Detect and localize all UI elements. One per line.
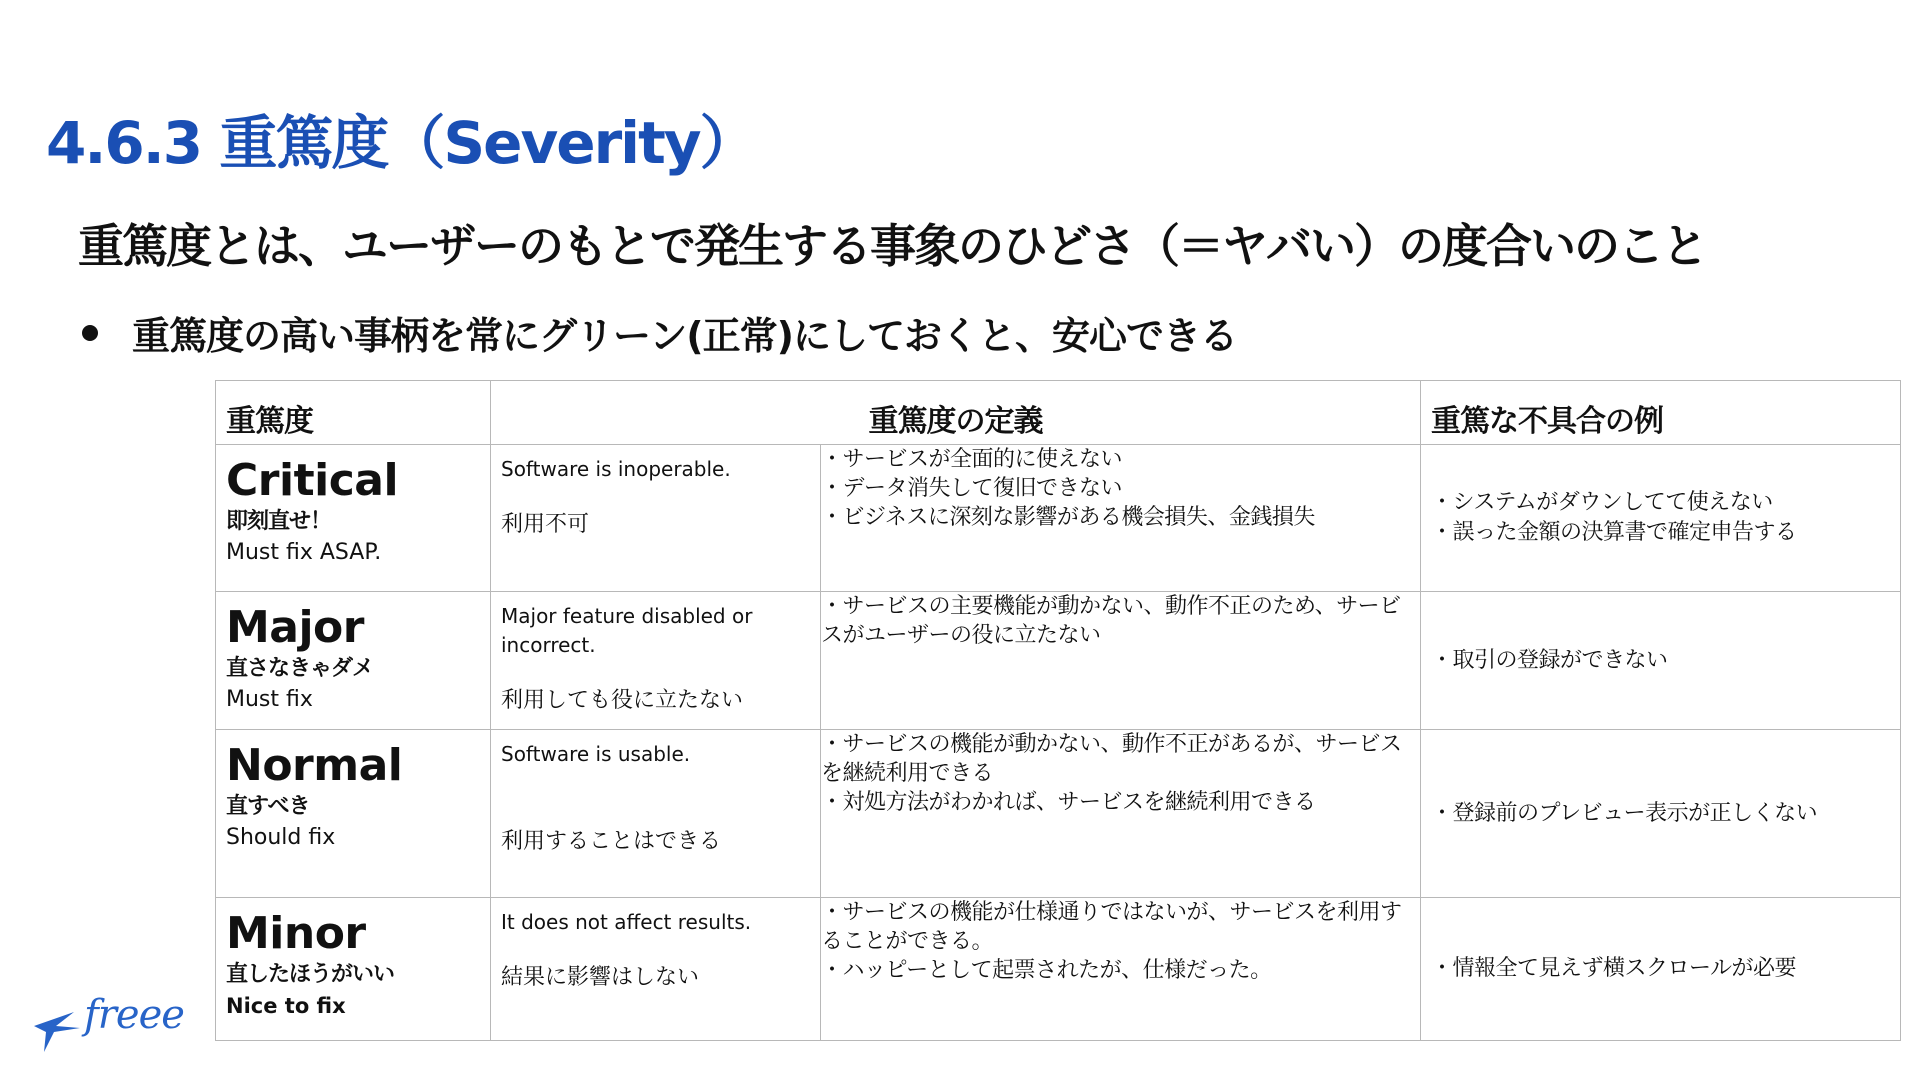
bullet-dot-icon bbox=[82, 325, 98, 341]
example-line: ・取引の登録ができない bbox=[1431, 647, 1668, 673]
definition-detail-line: ・データ消失して復旧できない bbox=[821, 476, 1123, 501]
definition-en: Software is usable. bbox=[501, 742, 691, 766]
definition-cell bbox=[491, 592, 821, 730]
definition-detail-cell bbox=[821, 592, 1421, 730]
severity-name-en: Must fix ASAP. bbox=[226, 540, 382, 565]
bullet-item bbox=[78, 305, 1237, 360]
definition-detail-cell bbox=[821, 898, 1421, 1041]
slide-title: 4.6.3 重篤度（Severity） bbox=[46, 109, 756, 177]
definition-detail-line: ・ビジネスに深刻な影響がある機会損失、金銭損失 bbox=[821, 505, 1315, 530]
definition-detail-line: ・サービスが全面的に使えない bbox=[821, 447, 1123, 472]
definition-en: It does not affect results. bbox=[501, 910, 752, 934]
table-row bbox=[216, 445, 1901, 592]
definition-detail-line: ・サービスの機能が仕様通りではないが、サービスを利用することができる。 bbox=[821, 900, 1402, 954]
definition-en: Major feature disabled or incorrect. bbox=[501, 604, 753, 657]
severity-name: Major bbox=[226, 602, 364, 653]
freee-logo bbox=[30, 992, 190, 1056]
severity-cell bbox=[216, 445, 491, 592]
example-line: ・誤った金額の決算書で確定申告する bbox=[1431, 520, 1797, 545]
example-cell bbox=[1421, 445, 1901, 592]
severity-name-jp: 即刻直せ！ bbox=[226, 509, 332, 534]
header-severity: 重篤度 bbox=[216, 381, 491, 445]
severity-name-en: Must fix bbox=[226, 687, 313, 712]
table-row bbox=[216, 592, 1901, 730]
severity-name-en: Should fix bbox=[226, 825, 336, 850]
definition-detail-line: ・サービスの主要機能が動かない、動作不正のため、サービスがユーザーの役に立たない bbox=[821, 594, 1401, 648]
severity-name-jp: 直すべき bbox=[226, 794, 310, 819]
severity-name-jp: 直さなきゃダメ bbox=[226, 656, 374, 681]
severity-name-en: Nice to fix bbox=[226, 994, 346, 1018]
definition-detail-line: ・サービスの機能が動かない、動作不正があるが、サービスを継続利用できる bbox=[821, 732, 1402, 786]
table-header-row bbox=[216, 381, 1901, 445]
definition-jp: 結果に影響はしない bbox=[501, 965, 700, 990]
severity-name: Critical bbox=[226, 455, 399, 506]
slide-subtitle: 重篤度とは、ユーザーのもとで発生する事象のひどさ（＝ヤバい）の度合いのこと bbox=[78, 219, 1706, 273]
definition-jp: 利用することはできる bbox=[501, 829, 722, 854]
definition-en: Software is inoperable. bbox=[501, 457, 731, 481]
example-cell bbox=[1421, 730, 1901, 898]
table-row bbox=[216, 898, 1901, 1041]
definition-jp: 利用しても役に立たない bbox=[501, 688, 744, 713]
severity-name-jp: 直したほうがいい bbox=[226, 962, 395, 987]
definition-cell bbox=[491, 898, 821, 1041]
definition-cell bbox=[491, 445, 821, 592]
example-cell bbox=[1421, 898, 1901, 1041]
definition-detail-line: ・ハッピーとして起票されたが、仕様だった。 bbox=[821, 958, 1272, 983]
severity-name: Minor bbox=[226, 908, 366, 959]
table-row bbox=[216, 730, 1901, 898]
definition-detail-cell bbox=[821, 445, 1421, 592]
severity-name: Normal bbox=[226, 740, 403, 791]
example-line: ・情報全て見えず横スクロールが必要 bbox=[1431, 956, 1797, 981]
definition-detail-cell bbox=[821, 730, 1421, 898]
example-line: ・登録前のプレビュー表示が正しくない bbox=[1431, 800, 1818, 826]
severity-cell bbox=[216, 730, 491, 898]
definition-jp: 利用不可 bbox=[501, 512, 590, 537]
header-example: 重篤な不具合の例 bbox=[1421, 381, 1901, 445]
definition-detail-line: ・対処方法がわかれば、サービスを継続利用できる bbox=[821, 790, 1316, 815]
freee-bird-logo-icon bbox=[30, 992, 90, 1056]
severity-table bbox=[215, 380, 1901, 1041]
example-cell bbox=[1421, 592, 1901, 730]
header-definition: 重篤度の定義 bbox=[491, 381, 1421, 445]
freee-logo-text: freee bbox=[84, 992, 184, 1038]
definition-cell bbox=[491, 730, 821, 898]
example-line: ・システムがダウンしてて使えない bbox=[1431, 490, 1773, 515]
severity-cell bbox=[216, 898, 491, 1041]
bullet-text: 重篤度の高い事柄を常にグリーン(正常)にしておくと、安心できる bbox=[132, 314, 1237, 358]
severity-cell bbox=[216, 592, 491, 730]
